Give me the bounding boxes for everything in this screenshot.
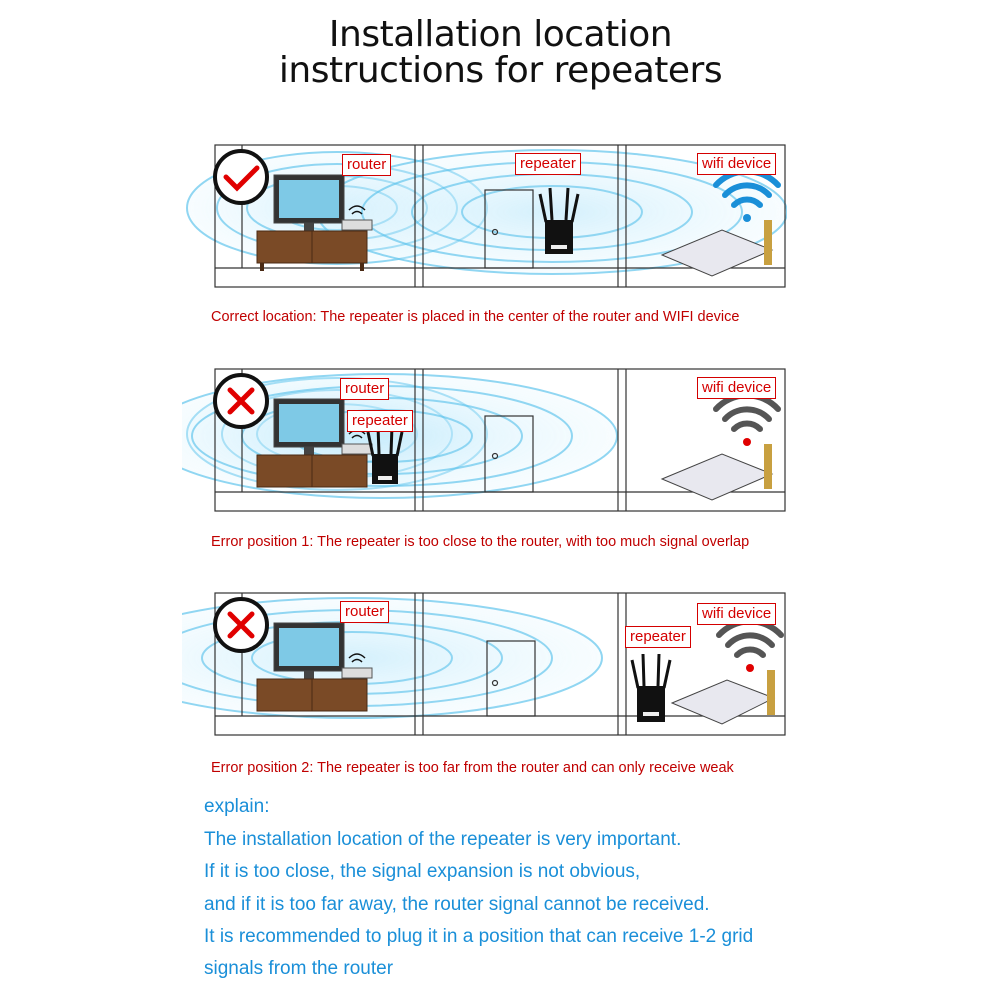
caption-error-2: Error position 2: The repeater is too far from the router and can only receive weak	[211, 760, 734, 776]
diagram-panel-error-1	[182, 364, 787, 514]
explain-heading: explain:	[204, 796, 270, 817]
cross-icon	[215, 599, 267, 651]
cross-icon	[215, 375, 267, 427]
page-title-line-2: instructions for repeaters	[278, 50, 723, 91]
explain-line: signals from the router	[204, 958, 394, 979]
caption-error-1: Error position 1: The repeater is too close to the router, with too much signal overlap	[211, 534, 750, 550]
checkmark-icon	[215, 151, 267, 203]
diagram-panel-error-2	[182, 588, 787, 738]
router-label: router	[342, 154, 391, 176]
wifi-device-label: wifi device	[697, 377, 776, 399]
repeater-label: repeater	[347, 410, 413, 432]
router-label: router	[340, 601, 389, 623]
repeater-device-icon	[632, 654, 670, 722]
explain-line: If it is too close, the signal expansion is not obvious,	[204, 861, 641, 882]
explain-line: The installation location of the repeater is very important.	[204, 829, 682, 850]
explain-line: It is recommended to plug it in a position that can receive 1-2 grid	[204, 926, 754, 947]
router-label: router	[340, 378, 389, 400]
diagram-panel-correct	[182, 140, 787, 290]
repeater-label: repeater	[515, 153, 581, 175]
explain-line: and if it is too far away, the router signal cannot be received.	[204, 894, 710, 915]
wifi-weak-signal-icon	[716, 395, 778, 446]
wifi-device-label: wifi device	[697, 153, 776, 175]
wifi-weak-signal-icon	[719, 621, 781, 672]
wifi-device-label: wifi device	[697, 603, 776, 625]
page-title-line-1: Installation location	[328, 14, 673, 55]
repeater-label: repeater	[625, 626, 691, 648]
caption-correct: Correct location: The repeater is placed in the center of the router and WIFI device	[211, 309, 740, 325]
